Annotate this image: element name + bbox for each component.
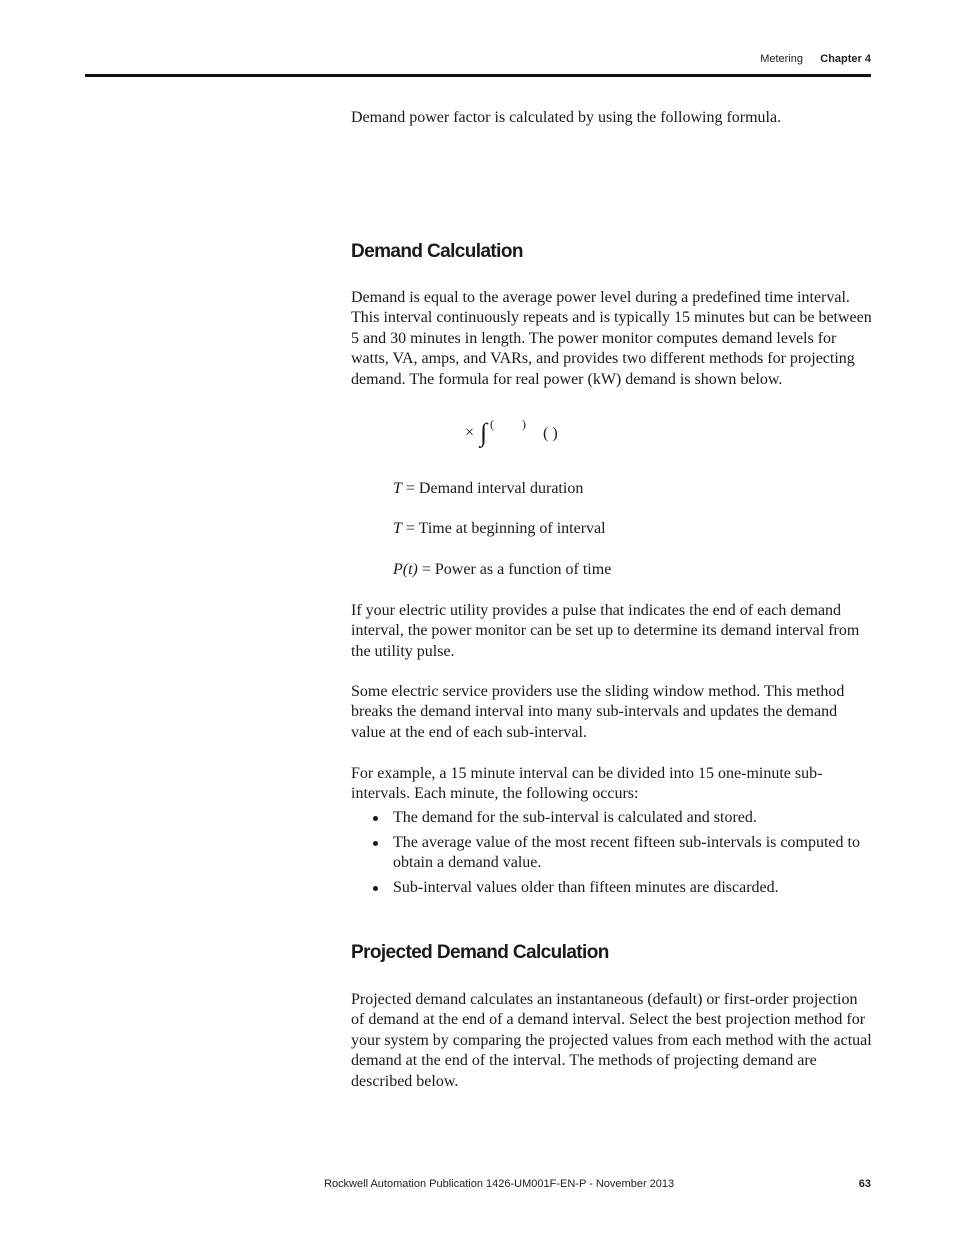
upper-limit-close: ) bbox=[522, 417, 526, 431]
definition-text: = Time at beginning of interval bbox=[401, 520, 606, 537]
demand-paragraph-2: If your electric utility provides a pulse that indicates the end of each demand interval, the power monitor can be set up to determine its demand interval from the utility pulse. bbox=[351, 602, 860, 660]
list-item-text: The demand for the sub-interval is calculated and stored. bbox=[393, 809, 757, 826]
bullet-icon bbox=[373, 886, 378, 891]
projected-paragraph: Projected demand calculates an instantaneous (default) or first-order projection of demand at the end of a demand interval. Select the best projection method for your system by comparing the projected values from each method with the actual demand at the end of the interval. The methods of projecting demand are described below. bbox=[351, 991, 872, 1090]
heading-demand-calculation: Demand Calculation bbox=[351, 241, 523, 262]
bullet-icon bbox=[373, 841, 378, 846]
definition-text: = Demand interval duration bbox=[401, 480, 584, 497]
times-symbol: × bbox=[465, 424, 475, 441]
demand-paragraph-3: Some electric service providers use the sliding window method. This method breaks the demand interval into many sub-intervals and updates the demand value at the end of each sub-interval. bbox=[351, 683, 845, 741]
heading-projected-demand: Projected Demand Calculation bbox=[351, 942, 609, 963]
definition-duration bbox=[393, 480, 583, 498]
definition-symbol: P(t) bbox=[393, 561, 418, 578]
header-rule bbox=[85, 74, 871, 77]
intro-paragraph: Demand power factor is calculated by using the following formula. bbox=[351, 109, 782, 126]
list-item bbox=[351, 808, 873, 828]
definition-symbol: T bbox=[393, 520, 402, 537]
demand-paragraph-1: Demand is equal to the average power level during a predefined time interval. This interval continuously repeats and is typically 15 minutes but can be between 5 and 30 minutes in length. The power monitor computes demand levels for watts, VA, amps, and VARs, and provides two different methods for projecting demand. The formula for real power (kW) demand is shown below. bbox=[351, 289, 872, 388]
definition-text: = Power as a function of time bbox=[417, 561, 612, 578]
header-chapter: Chapter 4 bbox=[820, 53, 871, 65]
formula-paren: ( ) bbox=[543, 425, 558, 442]
list-item bbox=[351, 833, 873, 874]
list-item bbox=[351, 878, 873, 898]
demand-paragraph-4: For example, a 15 minute interval can be divided into 15 one-minute sub-intervals. Each minute, the following occurs: bbox=[351, 765, 823, 803]
upper-limit-open: ( bbox=[490, 417, 494, 431]
bullet-icon bbox=[373, 816, 378, 821]
footer-publication: Rockwell Automation Publication 1426-UM001F-EN-P - November 2013 bbox=[324, 1178, 675, 1190]
list-item-text: Sub-interval values older than fifteen minutes are discarded. bbox=[393, 879, 779, 897]
definition-power bbox=[393, 561, 611, 579]
subinterval-bullet-list bbox=[351, 808, 873, 903]
page-number: 63 bbox=[858, 1178, 871, 1190]
integral-symbol: ∫ bbox=[480, 418, 488, 447]
definition-start-time bbox=[393, 520, 606, 538]
list-item-text: The average value of the most recent fifteen sub-intervals is computed to obtain a demand value. bbox=[393, 833, 860, 872]
header-section: Metering bbox=[760, 53, 803, 65]
definition-symbol: T bbox=[393, 480, 402, 497]
